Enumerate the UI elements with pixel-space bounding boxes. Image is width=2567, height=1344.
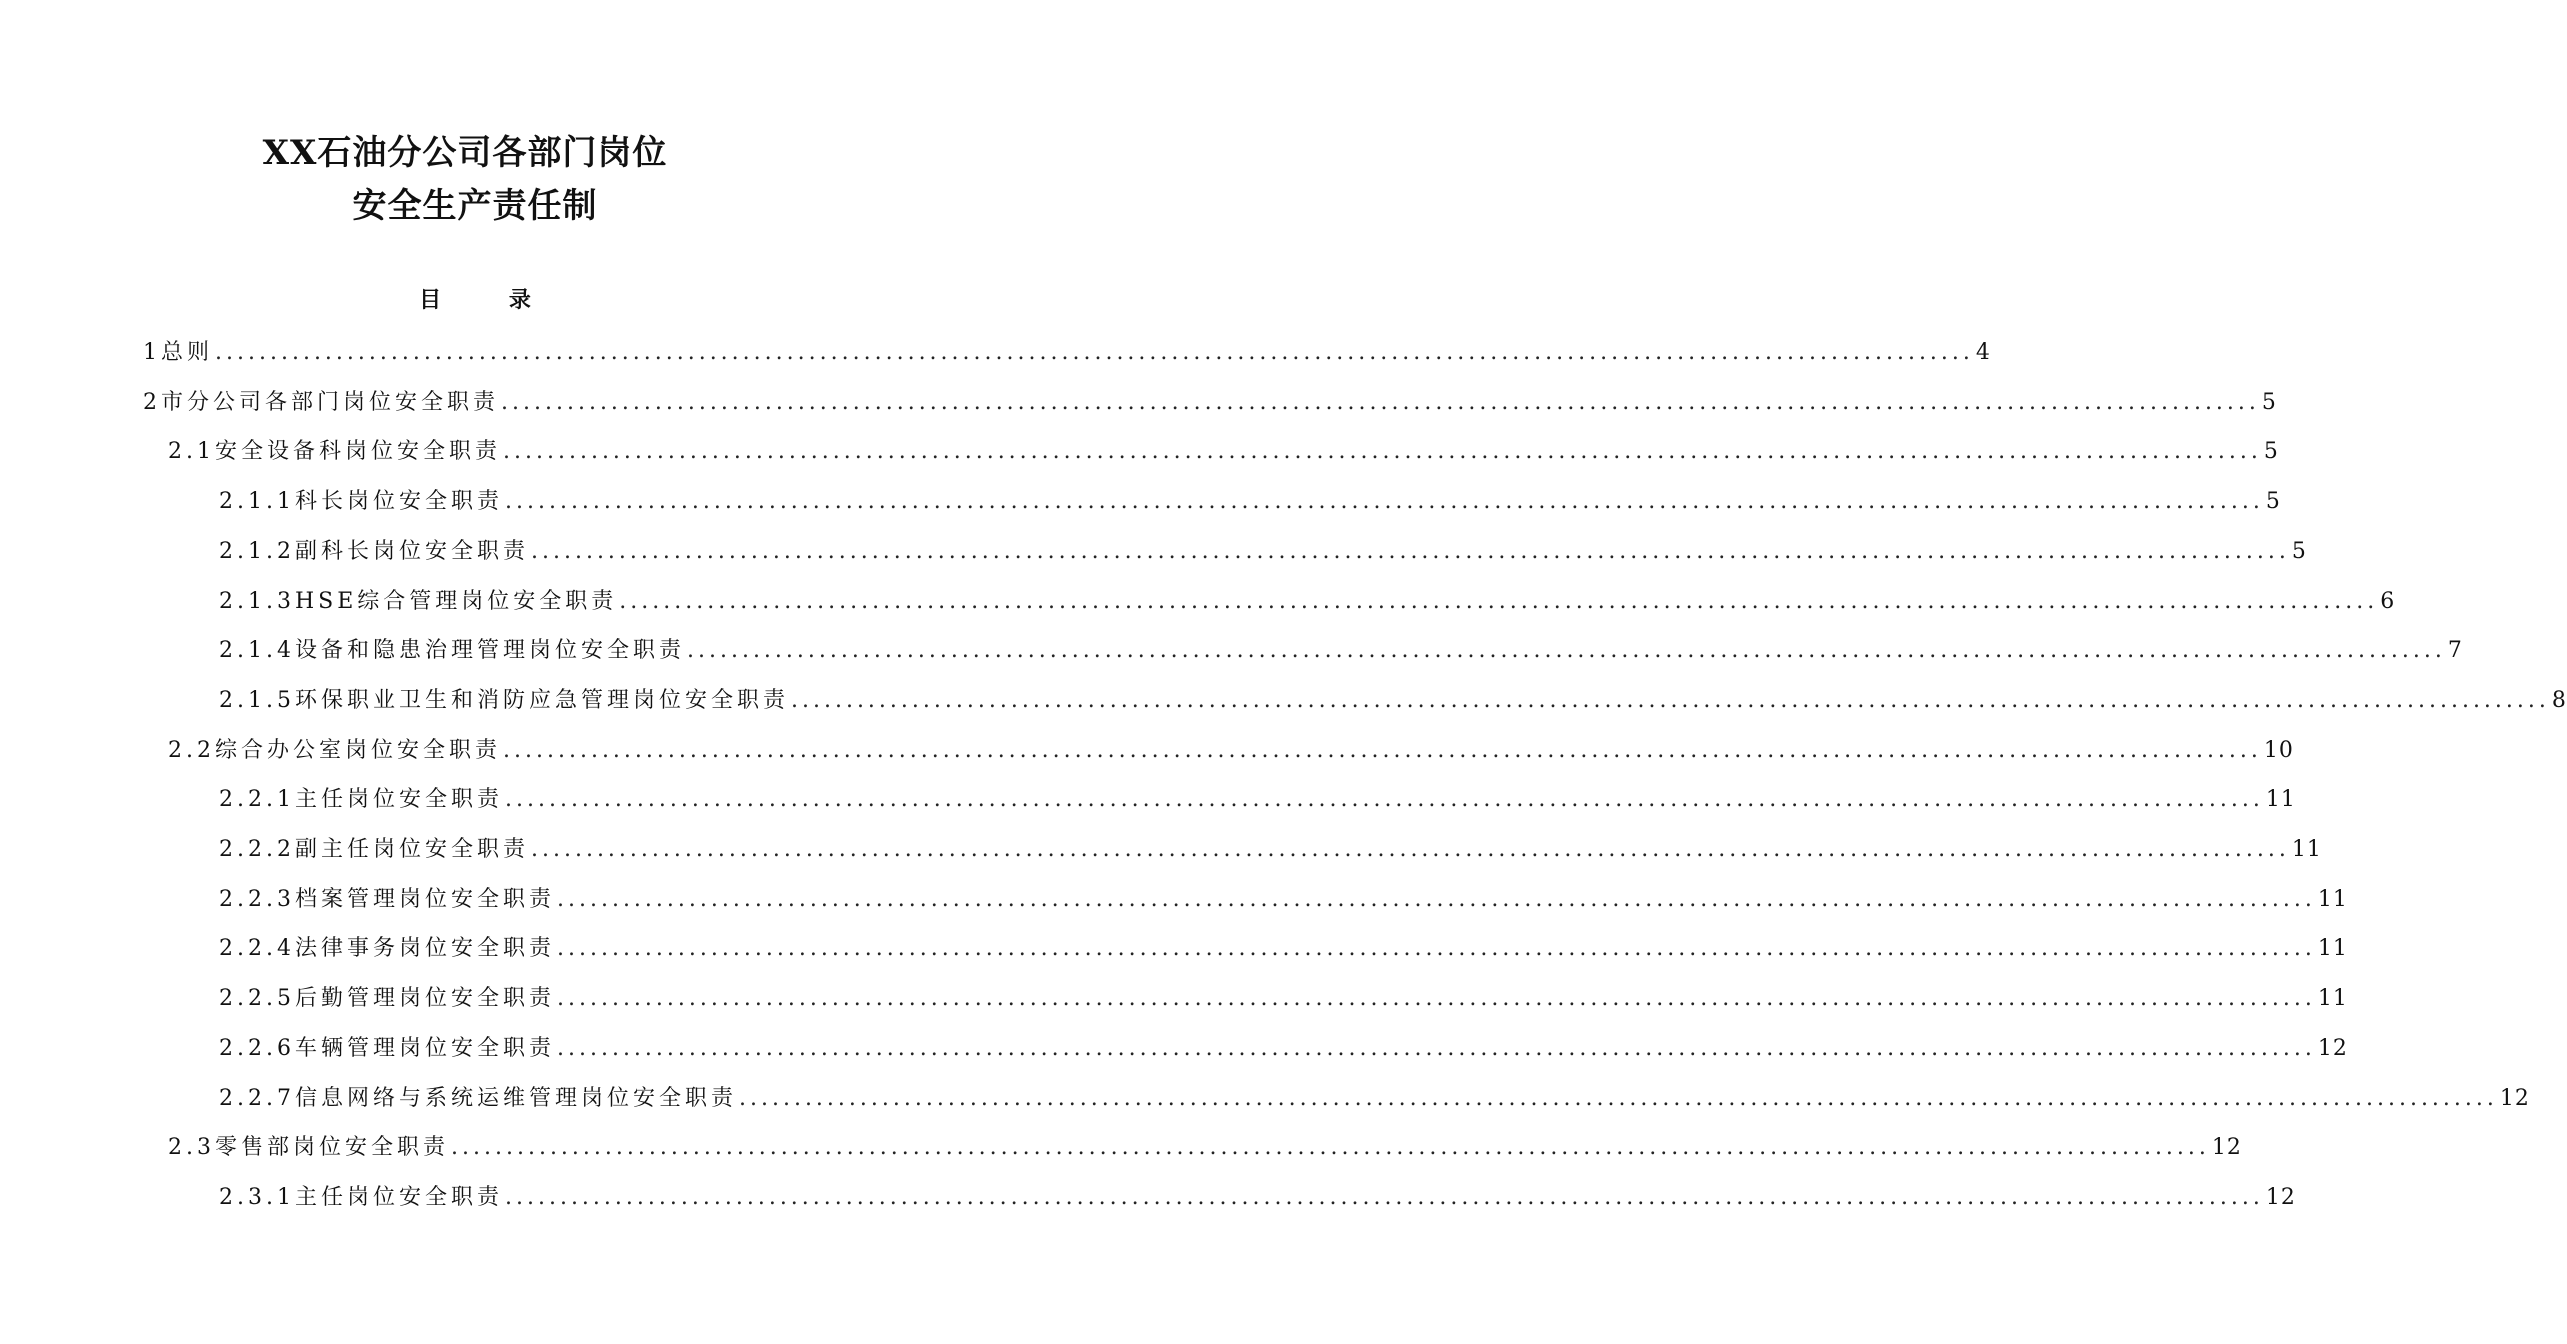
toc-entry[interactable]: [219, 1030, 2348, 1064]
toc-entry-label: 2.2.2副主任岗位安全职责: [219, 837, 529, 862]
toc-entry[interactable]: [219, 483, 2281, 517]
toc-entry-page-number: 11: [2317, 886, 2348, 912]
toc-dot-leader: ................................................................................................................................................................: [556, 936, 2316, 962]
document-title-line1: XX石油分公司各部门岗位: [262, 133, 668, 173]
toc-entry-page-number: 5: [2263, 439, 2279, 465]
toc-entry-label: 2.2.1主任岗位安全职责: [219, 787, 503, 813]
toc-entry-page-number: 12: [2211, 1135, 2242, 1161]
toc-entry-page-number: 12: [2499, 1085, 2530, 1111]
toc-entry[interactable]: [219, 682, 2567, 716]
toc-dot-leader: ................................................................................................................................................................: [790, 687, 2550, 713]
toc-entry[interactable]: [219, 781, 2296, 815]
toc-dot-leader: ................................................................................................................................................................: [530, 538, 2290, 564]
toc-entry-label: 2.2.3档案管理岗位安全职责: [219, 886, 555, 912]
document-title-line2: 安全生产责任制: [352, 186, 598, 226]
toc-entry[interactable]: [219, 1080, 2530, 1114]
toc-dot-leader: ................................................................................................................................................................: [556, 1035, 2316, 1061]
toc-dot-leader: ................................................................................................................................................................: [556, 986, 2316, 1012]
toc-entry-label: 2.1.3HSE综合管理岗位安全职责: [219, 588, 618, 614]
toc-entry-page-number: 12: [2265, 1184, 2296, 1210]
toc-entry-page-number: 5: [2291, 538, 2307, 564]
toc-entry[interactable]: [143, 334, 1991, 368]
toc-entry[interactable]: [219, 930, 2348, 964]
toc-heading: 目 录: [419, 287, 561, 313]
toc-dot-leader: ................................................................................................................................................................: [738, 1085, 2498, 1111]
toc-entry-label: 1总则: [143, 340, 213, 365]
toc-entry-label: 2.2.5后勤管理岗位安全职责: [219, 986, 555, 1012]
toc-entry[interactable]: [168, 732, 2294, 766]
toc-dot-leader: ................................................................................................................................................................: [504, 489, 2264, 515]
toc-dot-leader: ................................................................................................................................................................: [503, 737, 2262, 763]
toc-dot-leader: ................................................................................................................................................................: [530, 837, 2290, 862]
toc-entry-label: 2.2.6车辆管理岗位安全职责: [219, 1035, 555, 1061]
toc-dot-leader: ................................................................................................................................................................: [503, 439, 2262, 465]
toc-entry[interactable]: [219, 831, 2322, 865]
toc-entry-page-number: 7: [2447, 638, 2463, 664]
toc-dot-leader: ................................................................................................................................................................: [451, 1135, 2210, 1161]
toc-entry[interactable]: [219, 533, 2307, 567]
toc-entry[interactable]: [168, 433, 2279, 467]
toc-entry[interactable]: [168, 1129, 2242, 1163]
toc-entry-page-number: 5: [2265, 489, 2281, 515]
toc-entry[interactable]: [219, 1179, 2296, 1213]
toc-entry-label: 2.3.1主任岗位安全职责: [219, 1184, 503, 1210]
toc-entry-label: 2.1.5环保职业卫生和消防应急管理岗位安全职责: [219, 687, 789, 713]
toc-entry-label: 2.1.1科长岗位安全职责: [219, 489, 503, 515]
toc-dot-leader: ................................................................................................................................................................: [504, 787, 2264, 813]
toc-dot-leader: ................................................................................................................................................................: [556, 886, 2316, 912]
toc-entry-label: 2.1.4设备和隐患治理管理岗位安全职责: [219, 638, 685, 664]
toc-entry[interactable]: [219, 632, 2463, 666]
toc-dot-leader: ................................................................................................................................................................: [619, 588, 2379, 614]
toc-entry-page-number: 4: [1975, 340, 1991, 365]
toc-entry[interactable]: [219, 583, 2396, 617]
toc-dot-leader: ................................................................................................................................................................: [215, 340, 1974, 365]
toc-dot-leader: ................................................................................................................................................................: [686, 638, 2446, 664]
toc-entry-page-number: 11: [2317, 936, 2348, 962]
toc-entry-page-number: 5: [2261, 389, 2277, 415]
toc-entry-label: 2.1.2副科长岗位安全职责: [219, 538, 529, 564]
toc-entry-label: 2.2.4法律事务岗位安全职责: [219, 936, 555, 962]
toc-entry-label: 2.2综合办公室岗位安全职责: [168, 737, 501, 763]
toc-entry-page-number: 6: [2380, 588, 2396, 614]
toc-entry[interactable]: [219, 980, 2348, 1014]
toc-entry-page-number: 10: [2263, 737, 2294, 763]
toc-entry-page-number: 11: [2317, 986, 2348, 1012]
toc-dot-leader: ................................................................................................................................................................: [504, 1184, 2264, 1210]
toc-dot-leader: ................................................................................................................................................................: [501, 389, 2260, 415]
toc-entry[interactable]: [219, 881, 2348, 915]
toc-entry-label: 2市分公司各部门岗位安全职责: [143, 389, 499, 415]
toc-entry-label: 2.2.7信息网络与系统运维管理岗位安全职责: [219, 1085, 737, 1111]
toc-entry-page-number: 8: [2551, 687, 2567, 713]
toc-entry-page-number: 11: [2291, 837, 2322, 862]
toc-entry-label: 2.1安全设备科岗位安全职责: [168, 439, 501, 465]
toc-entry-label: 2.3零售部岗位安全职责: [168, 1135, 449, 1161]
toc-entry[interactable]: [143, 384, 2277, 418]
toc-entry-page-number: 11: [2265, 787, 2296, 813]
toc-entry-page-number: 12: [2317, 1035, 2348, 1061]
